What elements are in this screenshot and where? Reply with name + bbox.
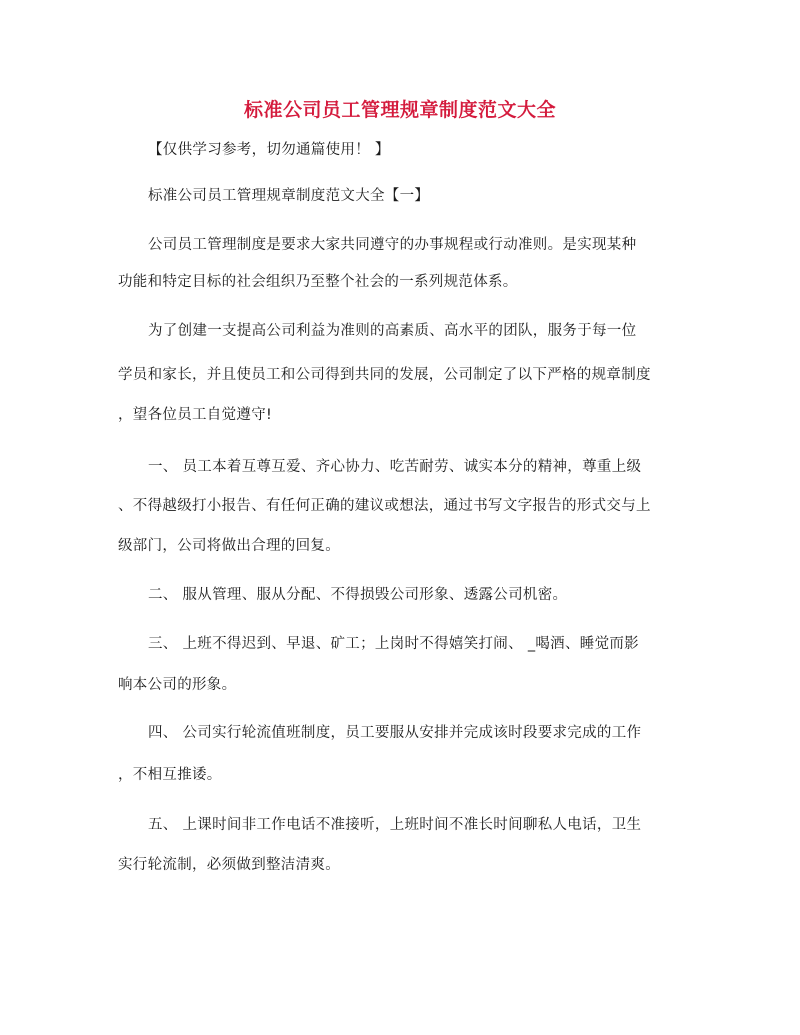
section-heading: 标准公司员工管理规章制度范文大全【一】 (148, 188, 430, 204)
paragraph-line: ，望各位员工自觉遵守! (118, 407, 273, 423)
paragraph-line: 五、 上课时间非工作电话不准接听，上班时间不准长时间聊私人电话，卫生 (148, 817, 642, 833)
paragraph-line: 实行轮流制，必须做到整洁清爽。 (118, 857, 340, 873)
paragraph-line: 一、 员工本着互尊互爱、齐心协力、吃苦耐劳、诚实本分的精神，尊重上级 (148, 459, 642, 475)
paragraph-line: 学员和家长，并且使员工和公司得到共同的发展，公司制定了以下严格的规章制度 (118, 367, 651, 383)
paragraph-line: 为了创建一支提高公司利益为准则的高素质、高水平的团队，服务于每一位 (148, 323, 637, 339)
paragraph-line: ，不相互推诿。 (118, 767, 222, 783)
document-title: 标准公司员工管理规章制度范文大全 (243, 99, 556, 121)
notice-text: 【仅供学习参考，切勿通篇使用！ 】 (148, 142, 390, 158)
paragraph-line: 级部门，公司将做出合理的回复。 (118, 538, 340, 554)
paragraph-line: 、不得越级打小报告、有任何正确的建议或想法，通过书写文字报告的形式交与上 (118, 498, 651, 514)
paragraph-line: 功能和特定目标的社会组织乃至整个社会的一系列规范体系。 (118, 274, 518, 290)
paragraph-line: 公司员工管理制度是要求大家共同遵守的办事规程或行动准则。是实现某种 (148, 237, 637, 253)
paragraph-line: 响本公司的形象。 (118, 677, 237, 693)
paragraph-line: 二、 服从管理、服从分配、不得损毁公司形象、透露公司机密。 (148, 587, 568, 603)
paragraph-line: 四、 公司实行轮流值班制度，员工要服从安排并完成该时段要求完成的工作 (148, 725, 642, 741)
paragraph-line: 三、 上班不得迟到、早退、矿工；上岗时不得嬉笑打闹、 _喝酒、睡觉而影 (148, 636, 639, 652)
